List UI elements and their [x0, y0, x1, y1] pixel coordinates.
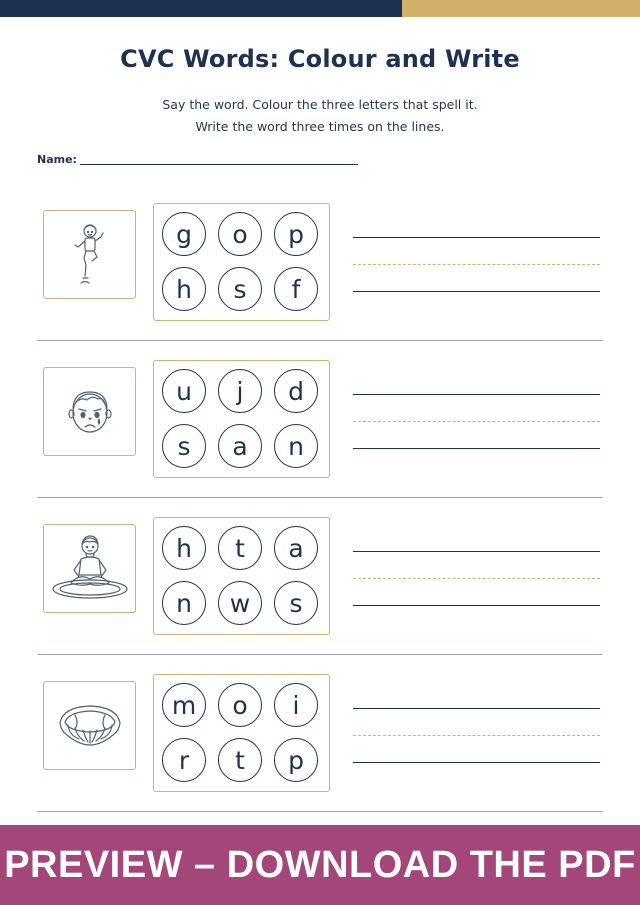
letter-circle[interactable]: o: [218, 683, 262, 727]
writing-line[interactable]: [353, 237, 600, 238]
picture-box: [43, 681, 136, 770]
writing-line[interactable]: [353, 605, 600, 606]
row-divider: [37, 497, 603, 498]
letter-circle[interactable]: o: [218, 212, 262, 256]
letter-circle[interactable]: s: [162, 424, 206, 468]
letter-grid: [153, 203, 330, 321]
writing-line[interactable]: [353, 762, 600, 763]
word-row-1: [0, 195, 640, 352]
picture-box: [43, 210, 136, 299]
shell-icon: [55, 701, 125, 751]
picture-box: [43, 524, 136, 613]
preview-download-banner[interactable]: PREVIEW – DOWNLOAD THE PDF: [0, 825, 640, 905]
letter-grid: [153, 517, 330, 635]
letter-circle[interactable]: i: [274, 683, 318, 727]
letter-circle[interactable]: j: [218, 369, 262, 413]
letter-grid: [153, 360, 330, 478]
row-divider: [37, 340, 603, 341]
letter-circle[interactable]: w: [218, 581, 262, 625]
letter-circle[interactable]: s: [218, 267, 262, 311]
top-bar-gold: [402, 0, 640, 17]
letter-circle[interactable]: g: [162, 212, 206, 256]
row-divider: [37, 654, 603, 655]
instruction-line-1: Say the word. Colour the three letters that spell it.: [162, 97, 478, 112]
letter-circle[interactable]: t: [218, 738, 262, 782]
word-row-4: [0, 666, 640, 823]
row-divider: [37, 811, 603, 812]
writing-line[interactable]: [353, 551, 600, 552]
word-row-2: [0, 352, 640, 509]
letter-circle[interactable]: h: [162, 267, 206, 311]
writing-line[interactable]: [353, 394, 600, 395]
page-title: CVC Words: Colour and Write: [120, 45, 520, 73]
picture-box: [43, 367, 136, 456]
letter-circle[interactable]: a: [218, 424, 262, 468]
letter-circle[interactable]: r: [162, 738, 206, 782]
letter-circle[interactable]: t: [218, 526, 262, 570]
letter-circle[interactable]: m: [162, 683, 206, 727]
name-write-line[interactable]: [80, 164, 358, 165]
letter-circle[interactable]: u: [162, 369, 206, 413]
sitting-boy-icon: [49, 531, 131, 607]
letter-circle[interactable]: n: [274, 424, 318, 468]
letter-grid: [153, 674, 330, 792]
writing-line[interactable]: [353, 448, 600, 449]
letter-circle[interactable]: p: [274, 738, 318, 782]
name-label: Name:: [37, 153, 77, 166]
letter-circle[interactable]: a: [274, 526, 318, 570]
letter-circle[interactable]: h: [162, 526, 206, 570]
top-bar-navy: [0, 0, 402, 17]
writing-line[interactable]: [353, 291, 600, 292]
writing-guide-line: [353, 421, 600, 422]
writing-guide-line: [353, 735, 600, 736]
hopping-boy-icon: [70, 220, 110, 290]
sad-boy-face-icon: [62, 384, 118, 440]
writing-guide-line: [353, 578, 600, 579]
letter-circle[interactable]: n: [162, 581, 206, 625]
top-color-bar: [0, 0, 640, 17]
letter-circle[interactable]: s: [274, 581, 318, 625]
writing-guide-line: [353, 264, 600, 265]
letter-circle[interactable]: p: [274, 212, 318, 256]
letter-circle[interactable]: d: [274, 369, 318, 413]
writing-line[interactable]: [353, 708, 600, 709]
instruction-line-2: Write the word three times on the lines.: [195, 119, 445, 134]
name-field: [37, 153, 358, 166]
word-row-3: [0, 509, 640, 666]
letter-circle[interactable]: f: [274, 267, 318, 311]
instructions: [0, 94, 640, 138]
